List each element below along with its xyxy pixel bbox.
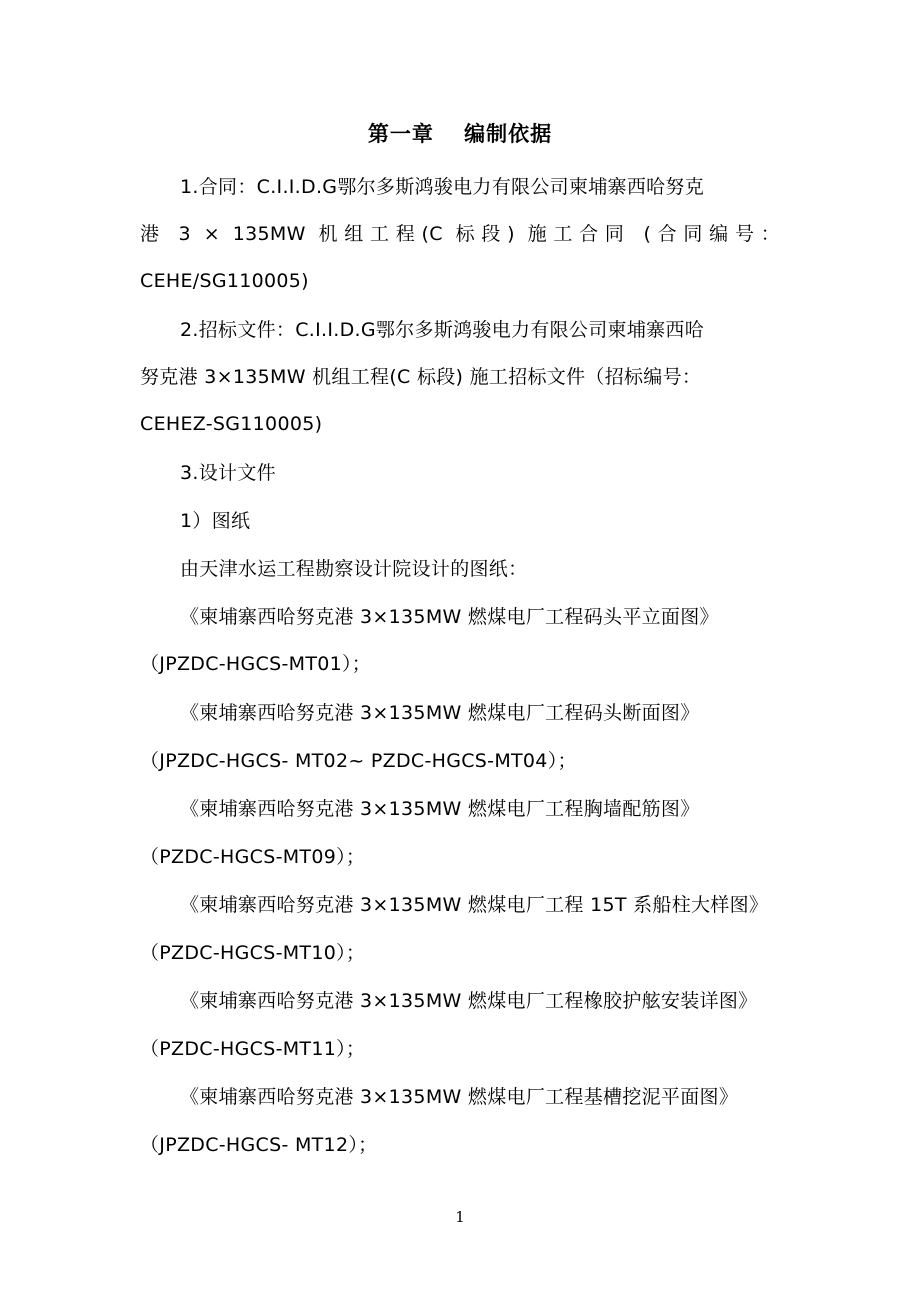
drawing-title: 《柬埔寨西哈努克港 3×135MW 燃煤电厂工程码头断面图》 [180, 702, 700, 724]
drawing-code: （JPZDC-HGCS-MT01）； [140, 653, 372, 675]
drawing-title: 《柬埔寨西哈努克港 3×135MW 燃煤电厂工程码头平立面图》 [180, 606, 719, 628]
drawing-code: （JPZDC-HGCS- MT02~ PZDC-HGCS-MT04）； [140, 750, 577, 772]
paragraph-line: CEHEZ-SG110005) [140, 413, 323, 435]
chapter-title: 第一章 编制依据 [367, 122, 553, 146]
drawing-code: （PZDC-HGCS-MT10）； [140, 942, 366, 964]
subsection-heading: 1）图纸 [180, 510, 251, 532]
drawing-code: （PZDC-HGCS-MT11）； [140, 1038, 366, 1060]
paragraph-line: 港 3 × 135MW 机组工程(C 标段) 施工合同 (合同编号： [140, 223, 780, 245]
section-heading: 3.设计文件 [180, 462, 276, 484]
paragraph-line: 1.合同：C.I.I.D.G鄂尔多斯鸿骏电力有限公司柬埔寨西哈努克 [180, 176, 705, 198]
drawing-title: 《柬埔寨西哈努克港 3×135MW 燃煤电厂工程橡胶护舷安装详图》 [180, 990, 758, 1012]
paragraph-line: 2.招标文件：C.I.I.D.G鄂尔多斯鸿骏电力有限公司柬埔寨西哈 [180, 319, 705, 341]
drawing-code: （JPZDC-HGCS- MT12）； [140, 1134, 378, 1156]
drawing-title: 《柬埔寨西哈努克港 3×135MW 燃煤电厂工程基槽挖泥平面图》 [180, 1086, 739, 1108]
paragraph-line: 努克港 3×135MW 机组工程(C 标段) 施工招标文件（招标编号： [140, 366, 702, 388]
page-number: 1 [455, 1208, 465, 1226]
paragraph-line: CEHE/SG110005) [140, 270, 309, 292]
paragraph-line: 由天津水运工程勘察设计院设计的图纸： [180, 558, 528, 580]
drawing-title: 《柬埔寨西哈努克港 3×135MW 燃煤电厂工程 15T 系船柱大样图》 [180, 894, 769, 916]
drawing-title: 《柬埔寨西哈努克港 3×135MW 燃煤电厂工程胸墙配筋图》 [180, 798, 700, 820]
drawing-code: （PZDC-HGCS-MT09）； [140, 846, 366, 868]
